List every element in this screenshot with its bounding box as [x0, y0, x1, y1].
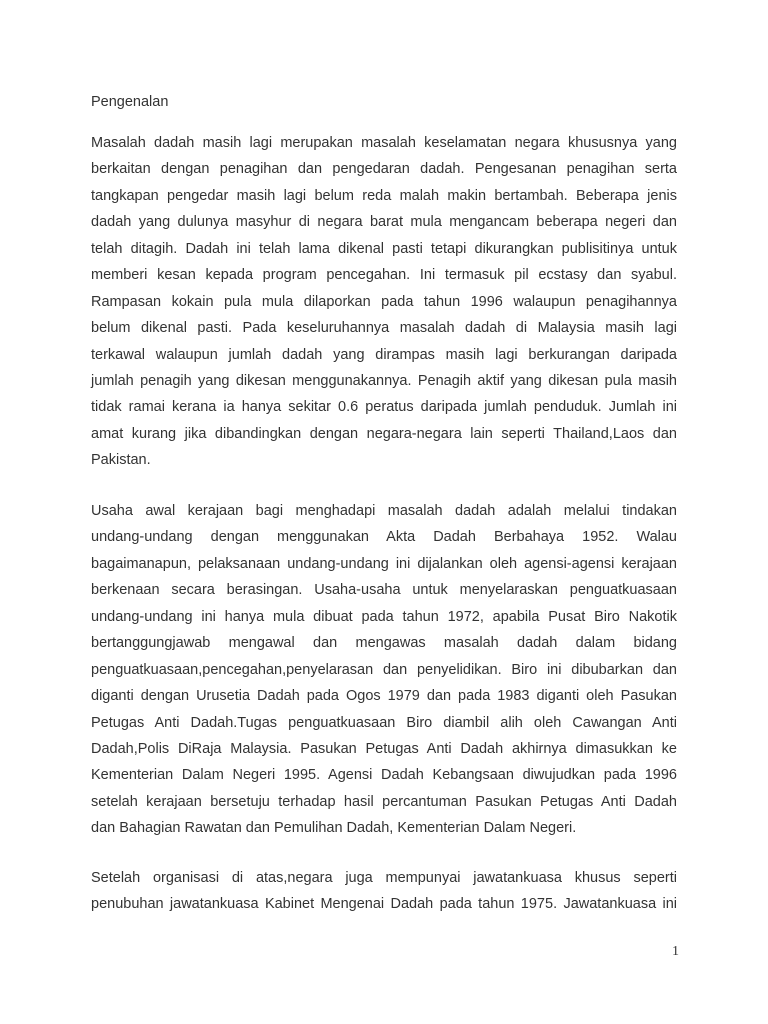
- paragraph-1: [91, 130, 677, 474]
- text-line: berkenaan secara berasingan. Usaha-usaha untuk menyelaraskan penguatkuasaan: [91, 582, 677, 599]
- text-line: undang-undang ini hanya mula dibuat pada tahun 1972, apabila Pusat Biro Nakotik: [91, 608, 677, 625]
- text-line: terkawal walaupun jumlah dadah yang dirampas masih lagi berkurangan daripada: [91, 346, 677, 363]
- text-line: dadah yang dulunya masyhur di negara barat mula mengancam beberapa negeri dan: [91, 214, 677, 231]
- text-line: bagaimanapun, pelaksanaan undang-undang ini dijalankan oleh agensi-agensi kerajaan: [91, 555, 677, 572]
- text-line: Rampasan kokain pula mula dilaporkan pada tahun 1996 walaupun penagihannya: [91, 293, 677, 310]
- section-heading: Pengenalan: [91, 94, 169, 110]
- text-line: berkaitan dengan penagihan dan pengedaran dadah. Pengesanan penagihan serta: [91, 161, 677, 178]
- text-line: belum dikenal pasti. Pada keseluruhannya masalah dadah di Malaysia masih lagi: [91, 320, 677, 337]
- page-number: 1: [672, 944, 679, 959]
- text-line: penguatkuasaan,pencegahan,penyelarasan dan penyelidikan. Biro ini dibubarkan dan: [91, 661, 677, 678]
- text-line: Setelah organisasi di atas,negara juga mempunyai jawatankuasa khusus seperti: [91, 870, 677, 886]
- text-line: Dadah,Polis DiRaja Malaysia. Pasukan Petugas Anti Dadah akhirnya dimasukkan ke: [91, 740, 677, 757]
- text-line: Kementerian Dalam Negeri 1995. Agensi Dadah Kebangsaan diwujudkan pada 1996: [91, 767, 677, 784]
- text-line: dan Bahagian Rawatan dan Pemulihan Dadah, Kementerian Dalam Negeri.: [91, 820, 577, 837]
- text-line: penubuhan jawatankuasa Kabinet Mengenai Dadah pada tahun 1975. Jawatankuasa ini: [91, 896, 677, 913]
- paragraph-2: [91, 498, 677, 842]
- text-line: jumlah penagih yang dikesan menggunakannya. Penagih aktif yang dikesan pula masih: [91, 372, 677, 389]
- text-line: tangkapan pengedar masih lagi belum reda malah makin bertambah. Beberapa jenis: [91, 187, 677, 204]
- text-line: undang-undang dengan menggunakan Akta Dadah Berbahaya 1952. Walau: [91, 529, 677, 546]
- text-line: amat kurang jika dibandingkan dengan negara-negara lain seperti Thailand,Laos dan: [91, 425, 677, 442]
- text-line: setelah kerajaan bersetuju terhadap hasil percantuman Pasukan Petugas Anti Dadah: [91, 793, 677, 810]
- text-line: Usaha awal kerajaan bagi menghadapi masalah dadah adalah melalui tindakan: [91, 503, 677, 519]
- paragraph-3: [91, 865, 677, 918]
- text-line: Petugas Anti Dadah.Tugas penguatkuasaan Biro diambil alih oleh Cawangan Anti: [91, 714, 677, 731]
- text-line: memberi kesan kepada program pencegahan. Ini termasuk pil ecstasy dan syabul.: [91, 267, 677, 284]
- text-line: telah ditagih. Dadah ini telah lama dikenal pasti tetapi dikurangkan publisitinya untuk: [91, 240, 677, 257]
- text-line: tidak ramai kerana ia hanya sekitar 0.6 peratus daripada jumlah penduduk. Jumlah ini: [91, 399, 677, 416]
- text-line: diganti dengan Urusetia Dadah pada Ogos 1979 dan pada 1983 diganti oleh Pasukan: [91, 688, 677, 705]
- text-line: Masalah dadah masih lagi merupakan masalah keselamatan negara khususnya yang: [91, 135, 677, 151]
- text-line: bertanggungjawab mengawal dan mengawas masalah dadah dalam bidang: [91, 635, 677, 652]
- text-line: Pakistan.: [91, 452, 151, 469]
